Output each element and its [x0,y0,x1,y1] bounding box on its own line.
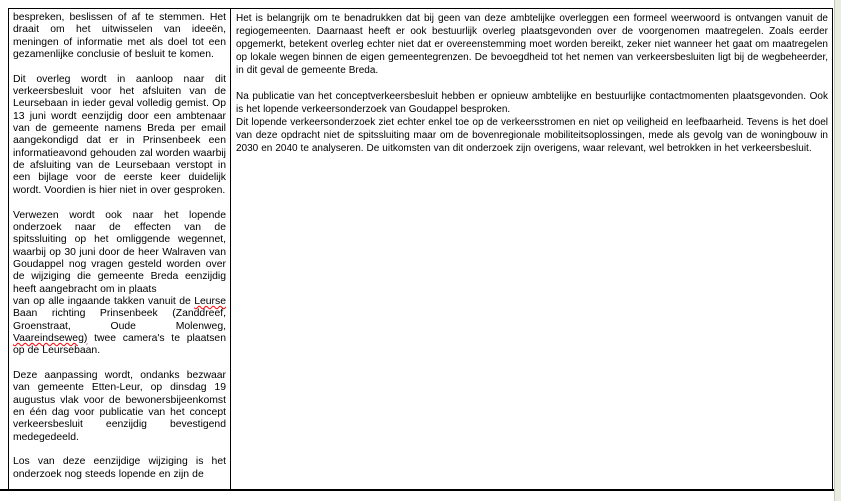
page-edge-strip [834,0,841,501]
document-table [8,8,833,490]
paragraph[interactable] [236,116,828,155]
text-run[interactable]: twee camera's te plaatsen op de Leursebaan. [13,332,226,357]
text-run[interactable]: Verwezen wordt ook naar het lopende onderzoek naar de effecten van de spitssluiting op het omliggende wegennet, waarbij op 30 juni door de heer Walraven van Goudappel nog vragen gesteld worden over de wijziging die gemeente Breda eenzijdig heeft aangebracht om in plaats [13,209,226,295]
text-run[interactable]: Het is belangrijk om te benadrukken dat bij geen van deze ambtelijke overleggen een formeel weerwoord is ontvangen vanuit de regiogemeenten. Daarnaast heeft er ook bestuurlijk overleg plaatsgevonden over de voorgenomen maatregelen. Zoals eerder opgemerkt, betekent overleg echter niet dat er overeenstemming moet worden bereikt, zeker niet wanneer het gaat om maatregelen op lokale wegen binnen de eigen gemeentegrenzen. De bevoegdheid tot het nemen van verkeersbesluiten ligt bij de wegbeheerder, in dit geval de gemeente Breda. [236,13,828,76]
text-run[interactable]: Dit overleg wordt in aanloop naar dit verkeersbesluit voor het afsluiten van de Leursebaan in ieder geval volledig gemist. Op 13 juni wordt eenzijdig door een ambtenaar van de gemeente namens Breda per email aangekondigd dat er in Prinsenbeek een informatieavond gehouden zal worden waarbij de afsluiting van de Leursebaan verstopt in een bijlage voor de eerste keer duidelijk wordt. Voordien is hier niet in over gesproken. [13,73,226,196]
text-run[interactable]: Baan richting Prinsenbeek (Zanddreef, Groenstraat, Oude Molenweg, [13,308,226,332]
paragraph[interactable] [236,90,828,116]
paragraph[interactable] [236,12,828,77]
text-run[interactable]: Na publicatie van het conceptverkeersbesluit hebben er opnieuw ambtelijke en bestuurlijke contactmomenten plaatsgevonden. Ook is het lopende verkeersonderzoek van Goudappel besproken. [236,91,828,115]
text-run[interactable]: Los van deze eenzijdige wijziging is het onderzoek nog steeds lopende en zijn de [13,456,226,480]
misspelled-word[interactable]: Leurse [194,295,226,307]
right-text-column[interactable] [231,9,833,490]
paragraph[interactable] [13,74,226,197]
misspelled-word[interactable]: Vaareindseweg) [13,332,88,344]
text-run[interactable]: Deze aanpassing wordt, ondanks bezwaar van gemeente Etten-Leur, op dinsdag 19 augustus vlak voor de bewonersbijeenkomst en één dag voor publicatie van het concept verkeersbesluit eenzijdig bevestigend medegedeeld. [13,369,226,443]
paragraph[interactable] [13,370,226,444]
text-run[interactable]: Dit lopende verkeersonderzoek ziet echter enkel toe op de verkeersstromen en niet op veiligheid en leefbaarheid. Tevens is het doel van deze opdracht niet de spitssluiting maar om de bovenregionale mobiliteitsoplossingen, mede als gevolg van de woningbouw in 2030 en 2040 te analyseren. De uitkomsten van dit onderzoek zijn overigens, waar relevant, wel betrokken in het verkeersbesluit. [236,117,828,154]
left-text-column[interactable] [8,9,231,490]
paragraph[interactable] [13,456,226,481]
paragraph[interactable] [13,210,226,358]
text-run[interactable]: van op alle ingaande takken vanuit de [13,295,195,307]
bottom-border-line [0,489,834,491]
paragraph[interactable] [13,12,226,61]
text-run[interactable]: bespreken, beslissen of af te stemmen. Het draait om het uitwisselen van ideeën, meningen of informatie met als doel tot een gezamenlijke conclusie of besluit te komen. [13,12,226,61]
